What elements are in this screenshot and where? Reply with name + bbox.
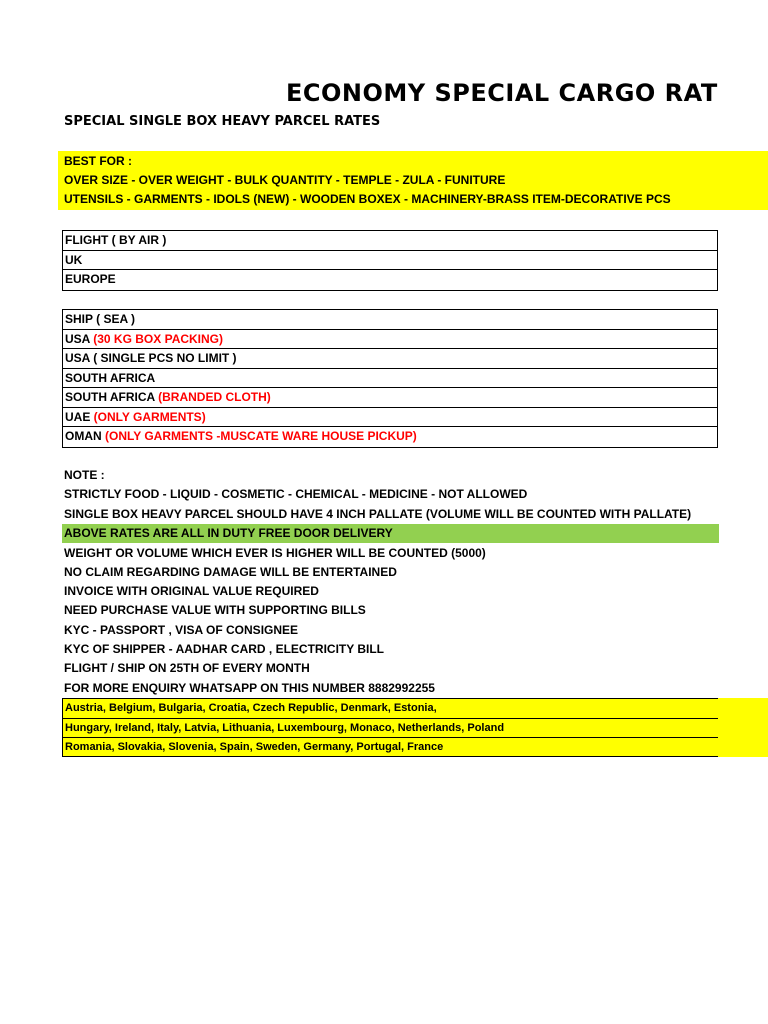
ship-table: [62, 309, 718, 448]
note-line: KYC OF SHIPPER - AADHAR CARD , ELECTRICITY BILL: [64, 642, 385, 656]
ship-row-label: UAE: [65, 409, 91, 424]
countries-row: Hungary, Ireland, Italy, Latvia, Lithuania, Luxembourg, Monaco, Netherlands, Poland: [62, 718, 718, 738]
best-for-heading: BEST FOR :: [64, 154, 132, 168]
ship-row-label: OMAN: [65, 429, 102, 443]
ship-row: [63, 408, 717, 428]
ship-row-note: (ONLY GARMENTS): [90, 409, 206, 424]
note-highlight: ABOVE RATES ARE ALL IN DUTY FREE DOOR DELIVERY: [64, 526, 393, 540]
note-line: SINGLE BOX HEAVY PARCEL SHOULD HAVE 4 INCH PALLATE (VOLUME WILL BE COUNTED WITH PALLATE): [64, 507, 692, 521]
ship-row-label: SOUTH AFRICA: [65, 390, 155, 404]
note-line: STRICTLY FOOD - LIQUID - COSMETIC - CHEMICAL - MEDICINE - NOT ALLOWED: [64, 487, 528, 501]
ship-row: [63, 388, 717, 408]
ship-row: [63, 369, 717, 389]
ship-row-label: USA ( SINGLE PCS NO LIMIT ): [65, 351, 237, 365]
europe-countries-table: [62, 698, 768, 757]
flight-row-europe: EUROPE: [65, 272, 116, 286]
note-line: FLIGHT / SHIP ON 25TH OF EVERY MONTH: [64, 661, 310, 675]
ship-row-label: USA: [65, 331, 90, 346]
best-for-line-1: OVER SIZE - OVER WEIGHT - BULK QUANTITY - TEMPLE - ZULA - FUNITURE: [64, 173, 506, 187]
note-line: NEED PURCHASE VALUE WITH SUPPORTING BILLS: [64, 603, 366, 617]
ship-row-note: (30 KG BOX PACKING): [89, 331, 224, 346]
flight-table: [62, 230, 718, 291]
note-heading: NOTE :: [64, 468, 105, 482]
note-line: WEIGHT OR VOLUME WHICH EVER IS HIGHER WILL BE COUNTED (5000): [64, 546, 486, 560]
note-line: INVOICE WITH ORIGINAL VALUE REQUIRED: [64, 584, 319, 598]
flight-table-header: FLIGHT ( BY AIR ): [63, 231, 717, 251]
note-line: KYC - PASSPORT , VISA OF CONSIGNEE: [64, 623, 299, 637]
page-subtitle: SPECIAL SINGLE BOX HEAVY PARCEL RATES: [64, 114, 381, 129]
note-line: NO CLAIM REGARDING DAMAGE WILL BE ENTERTAINED: [64, 565, 397, 579]
flight-row-uk: UK: [63, 251, 717, 271]
ship-row-note: (ONLY GARMENTS -MUSCATE WARE HOUSE PICKUP): [101, 429, 417, 443]
best-for-line-2: UTENSILS - GARMENTS - IDOLS (NEW) - WOODEN BOXEX - MACHINERY-BRASS ITEM-DECORATIVE PCS: [64, 192, 671, 206]
countries-row: Romania, Slovakia, Slovenia, Spain, Sweden, Germany, Portugal, France: [62, 737, 718, 757]
ship-row: [63, 330, 717, 350]
ship-row-note: (BRANDED CLOTH): [154, 390, 271, 404]
ship-row-label: SOUTH AFRICA: [65, 370, 156, 385]
ship-row: [63, 349, 717, 369]
countries-row: Austria, Belgium, Bulgaria, Croatia, Czech Republic, Denmark, Estonia,: [62, 698, 718, 718]
ship-row: [63, 427, 717, 447]
page-title: ECONOMY SPECIAL CARGO RAT: [286, 79, 718, 107]
whatsapp-enquiry: FOR MORE ENQUIRY WHATSAPP ON THIS NUMBER 8882992255: [64, 681, 435, 695]
ship-table-header: SHIP ( SEA ): [63, 310, 717, 330]
